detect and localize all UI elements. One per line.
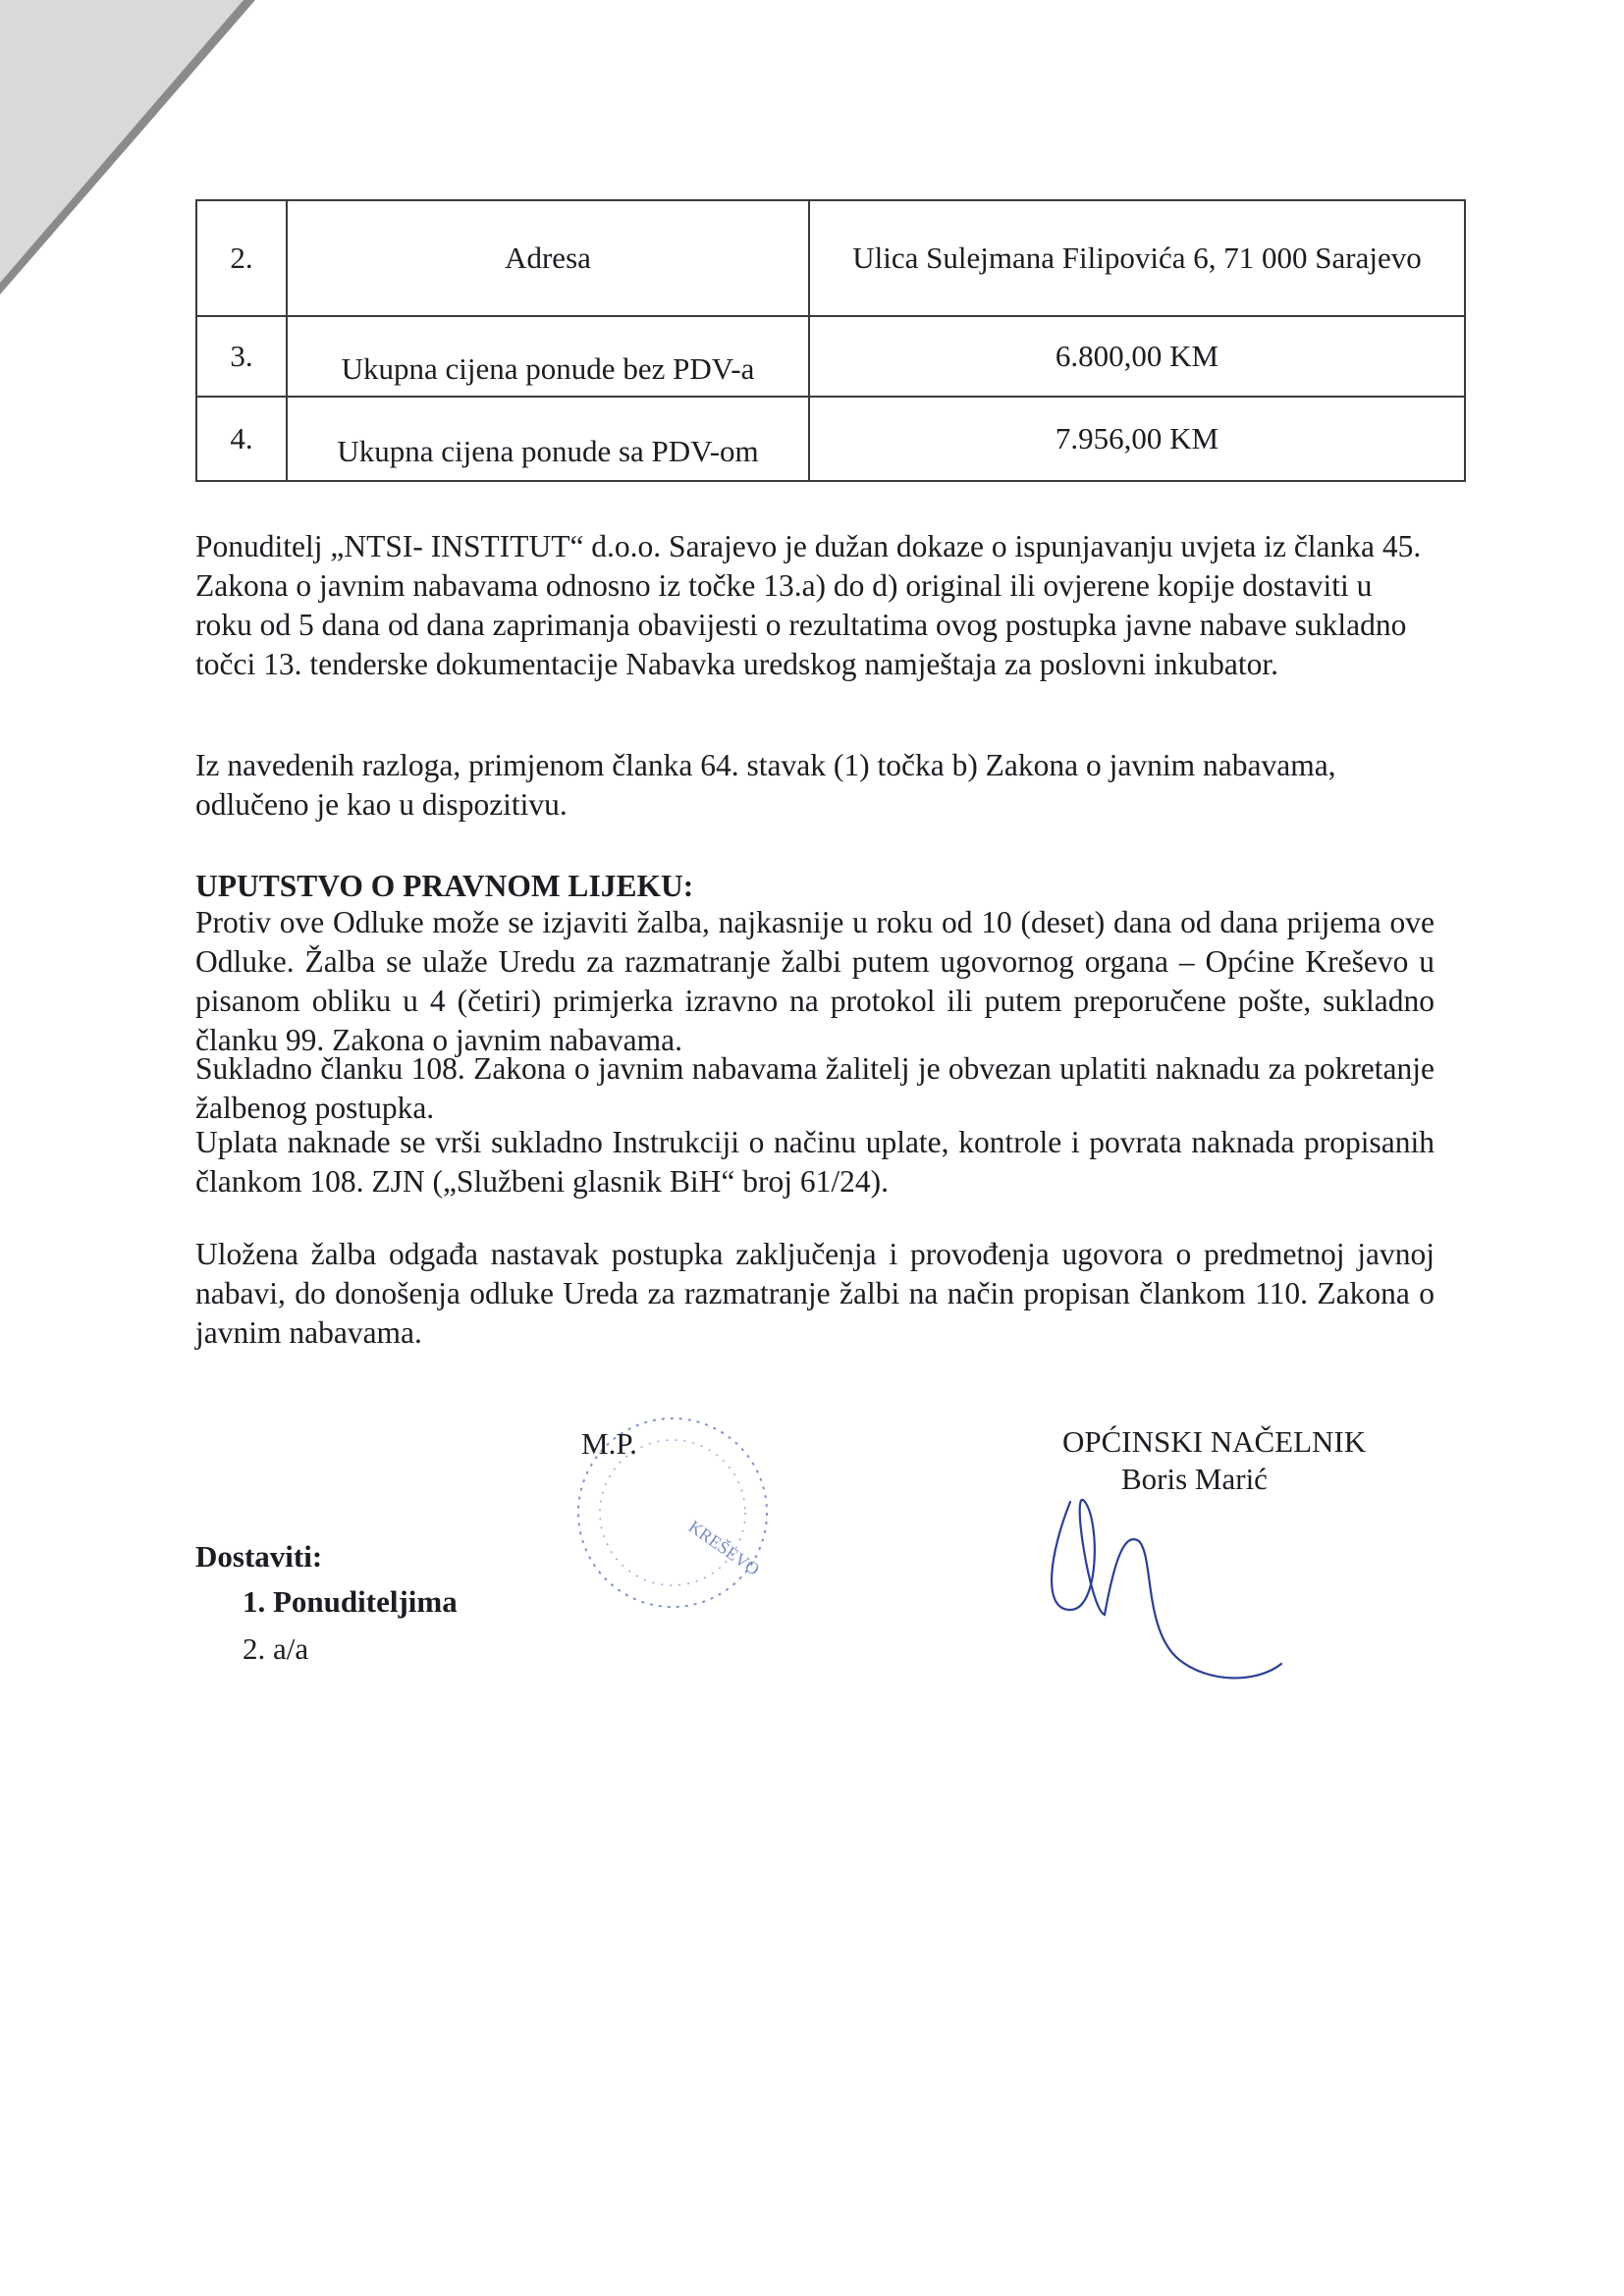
table-row: [196, 316, 1465, 397]
stamp-text: KREŠEVO: [684, 1516, 764, 1579]
legal-remedy-heading: UPUTSTVO O PRAVNOM LIJEKU:: [195, 869, 694, 903]
row-number: 2.: [196, 200, 287, 316]
offer-details-table: [195, 199, 1466, 482]
paragraph-bidder-obligation: Ponuditelj „NTSI- INSTITUT“ d.o.o. Sarajevo je dužan dokaze o ispunjavanju uvjeta iz članka 45. Zakona o javnim nabavama odnosno iz točke 13.a) do d) original ili ovjerene kopije dostaviti u roku od 5 dana od dana zaprimanja obavijesti o rezultatima ovog postupka javne nabave sukladno točci 13. tenderske dokumentacije Nabavka uredskog namještaja za poslovni inkubator.: [195, 529, 1422, 681]
list-item: 1. Ponuditeljima: [243, 1584, 458, 1619]
row-label: [287, 397, 809, 481]
row-value: 7.956,00 KM: [809, 397, 1465, 481]
paragraph-fee: Sukladno članku 108. Zakona o javnim nabavama žalitelj je obvezan uplatiti naknadu za pokretanje žalbenog postupka.: [195, 1051, 1435, 1125]
row-label: Adresa: [287, 200, 809, 316]
row-label: [287, 316, 809, 397]
row-label-text: Ukupna cijena ponude bez PDV-a: [341, 351, 755, 386]
row-number: 3.: [196, 316, 287, 397]
paragraph-suspension: Uložena žalba odgađa nastavak postupka zaključenja i provođenja ugovora o predmetnoj javnoj nabavi, do donošenja odluke Ureda za razmatranje žalbi na način propisan člankom 110. Zakona o javnim nabavama.: [195, 1237, 1435, 1350]
table-row: [196, 200, 1465, 316]
signatory-name: Boris Marić: [1121, 1462, 1268, 1496]
row-number: 4.: [196, 397, 287, 481]
paragraph-reasoning: Iz navedenih razloga, primjenom članka 64. stavak (1) točka b) Zakona o javnim nabavama, odlučeno je kao u dispozitivu.: [195, 748, 1336, 822]
delivery-list: [243, 1578, 458, 1673]
paragraph-payment: Uplata naknade se vrši sukladno Instrukciji o načinu uplate, kontrole i povrata naknada propisanih člankom 108. ZJN („Službeni glasnik BiH“ broj 61/24).: [195, 1125, 1435, 1199]
list-item: 2. a/a: [243, 1631, 309, 1666]
table-row: [196, 397, 1465, 481]
signature-block: [1062, 1423, 1366, 1498]
delivery-label: Dostaviti:: [195, 1539, 323, 1574]
paragraph-appeal: Protiv ove Odluke može se izjaviti žalba, najkasnije u roku od 10 (deset) dana od dana prijema ove Odluke. Žalba se ulaže Uredu za razmatranje žalbi putem ugovornog organa – Općine Kreševo u pisanom obliku u 4 (četiri) primjerka izravno na protokol ili putem preporučene pošte, sukladno članku 99. Zakona o javnim nabavama.: [195, 905, 1435, 1057]
row-label-text: Ukupna cijena ponude sa PDV-om: [337, 434, 759, 468]
stamp-label: M.P.: [581, 1426, 637, 1461]
row-value: Ulica Sulejmana Filipovića 6, 71 000 Sarajevo: [809, 200, 1465, 316]
row-value: 6.800,00 KM: [809, 316, 1465, 397]
signatory-title: OPĆINSKI NAČELNIK: [1062, 1424, 1367, 1459]
